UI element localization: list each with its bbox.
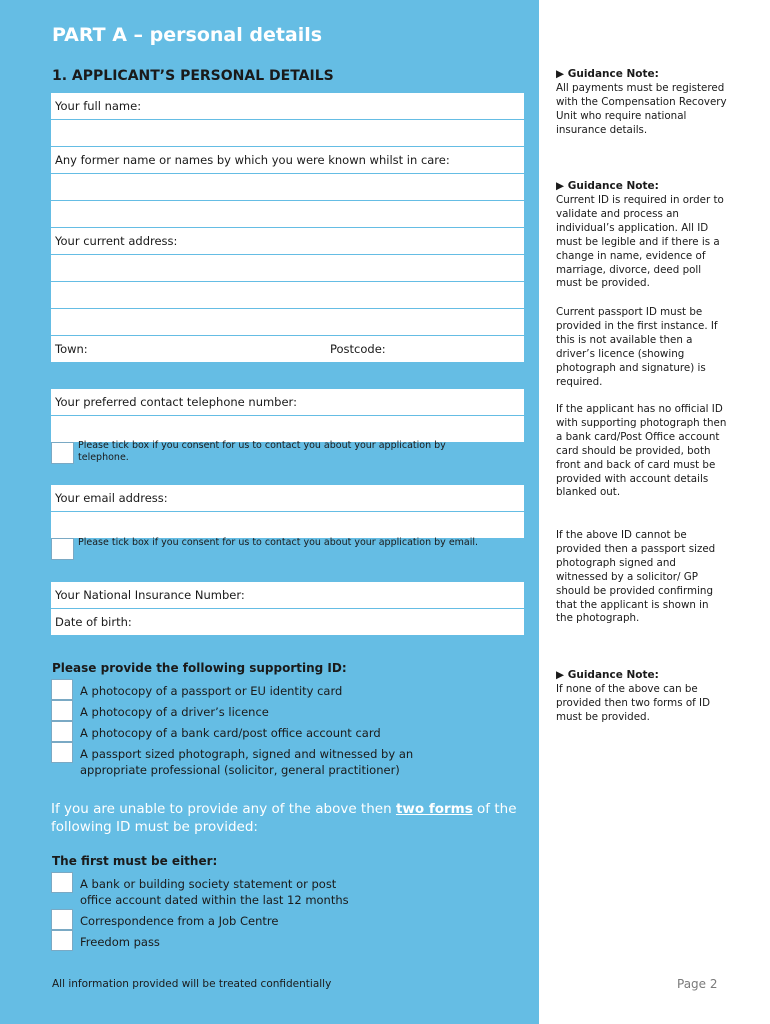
full-name-input[interactable] (51, 120, 524, 146)
section-title: 1. APPLICANT’S PERSONAL DETAILS (52, 68, 334, 84)
guidance-note-2-title: ▶ Guidance Note: (556, 180, 659, 192)
former-name-input-1[interactable] (51, 174, 524, 200)
guidance-note-1-text: All payments must be registered with the Compensation Recovery Unit who require national insurance details. (556, 82, 727, 136)
page-number: Page 2 (677, 977, 718, 991)
email-input[interactable] (51, 512, 524, 538)
former-name-input-2[interactable] (51, 201, 524, 227)
first-job-centre-checkbox[interactable] (51, 909, 73, 930)
id-photograph-checkbox[interactable] (51, 742, 73, 763)
confidential-footer: All information provided will be treated confidentially (52, 978, 332, 990)
guidance-note-3-text: If none of the above can be provided then two forms of ID must be provided. (556, 683, 711, 723)
id-driver-licence-text: A photocopy of a driver’s licence (80, 705, 269, 719)
first-freedom-pass-checkbox[interactable] (51, 930, 73, 951)
address-input-3[interactable] (51, 309, 524, 335)
first-bank-statement-checkbox[interactable] (51, 872, 73, 893)
dob-row[interactable]: Date of birth: (51, 609, 524, 635)
id-bank-card-checkbox[interactable] (51, 721, 73, 742)
postcode-label: Postcode: (330, 342, 386, 356)
id-passport-checkbox[interactable] (51, 679, 73, 700)
address-input-2[interactable] (51, 282, 524, 308)
id-photograph-text: A passport sized photograph, signed and witnessed by an appropriate professional (solicitor, general practitioner) (80, 747, 414, 777)
current-address-label-row: Your current address: (51, 228, 524, 254)
two-forms-notice-after: of the following ID must be provided: (51, 801, 517, 835)
supporting-id-heading: Please provide the following supporting ID: (52, 661, 347, 675)
guidance-note-2-para-1: Current ID is required in order to validate and process an individual’s application. All ID must be legible and if there is a change in name, evidence of marriage, divorce, deed poll must be provided. (556, 194, 724, 290)
id-passport-text: A photocopy of a passport or EU identity card (80, 684, 343, 698)
guidance-panel (539, 0, 770, 1024)
ni-number-row[interactable]: Your National Insurance Number: (51, 582, 524, 608)
guidance-note-2-para-4: If the above ID cannot be provided then a passport sized photograph signed and witnessed by a solicitor/ GP should be provided confirming that the applicant is shown in the photograph. (556, 529, 716, 625)
phone-input[interactable] (51, 416, 524, 442)
phone-consent-checkbox[interactable] (51, 442, 74, 464)
email-consent-checkbox[interactable] (51, 538, 74, 560)
town-label: Town: (55, 342, 88, 356)
phone-consent-text: Please tick box if you consent for us to contact you about your application by telephone. (78, 440, 446, 463)
phone-label-row: Your preferred contact telephone number: (51, 389, 524, 415)
email-label-row: Your email address: (51, 485, 524, 511)
guidance-note-3-title: ▶ Guidance Note: (556, 669, 659, 681)
first-bank-statement-text: A bank or building society statement or post office account dated within the last 12 months (80, 877, 349, 907)
two-forms-emphasis: two forms (395, 801, 473, 817)
id-driver-licence-checkbox[interactable] (51, 700, 73, 721)
id-bank-card-text: A photocopy of a bank card/post office account card (80, 726, 381, 740)
address-input-1[interactable] (51, 255, 524, 281)
guidance-note-2-para-2: Current passport ID must be provided in the first instance. If this is not available then a driver’s licence (showing photograph and signature) is required. (556, 306, 718, 388)
first-freedom-pass-text: Freedom pass (80, 935, 160, 949)
guidance-note-1-title: ▶ Guidance Note: (556, 68, 659, 80)
part-title: PART A – personal details (52, 24, 323, 46)
former-name-label-row: Any former name or names by which you were known whilst in care: (51, 147, 524, 173)
two-forms-notice (51, 800, 521, 836)
two-forms-notice-before: If you are unable to provide any of the above then (51, 801, 396, 817)
email-consent-text: Please tick box if you consent for us to contact you about your application by email. (78, 537, 479, 548)
town-postcode-row[interactable] (51, 336, 524, 362)
first-job-centre-text: Correspondence from a Job Centre (80, 914, 279, 928)
guidance-note-2-para-3: If the applicant has no official ID with supporting photograph then a bank card/Post Office account card should be provided, both front and back of card must be provided with account details blanked out. (556, 403, 727, 499)
first-must-heading: The first must be either: (52, 854, 218, 868)
full-name-label-row: Your full name: (51, 93, 524, 119)
